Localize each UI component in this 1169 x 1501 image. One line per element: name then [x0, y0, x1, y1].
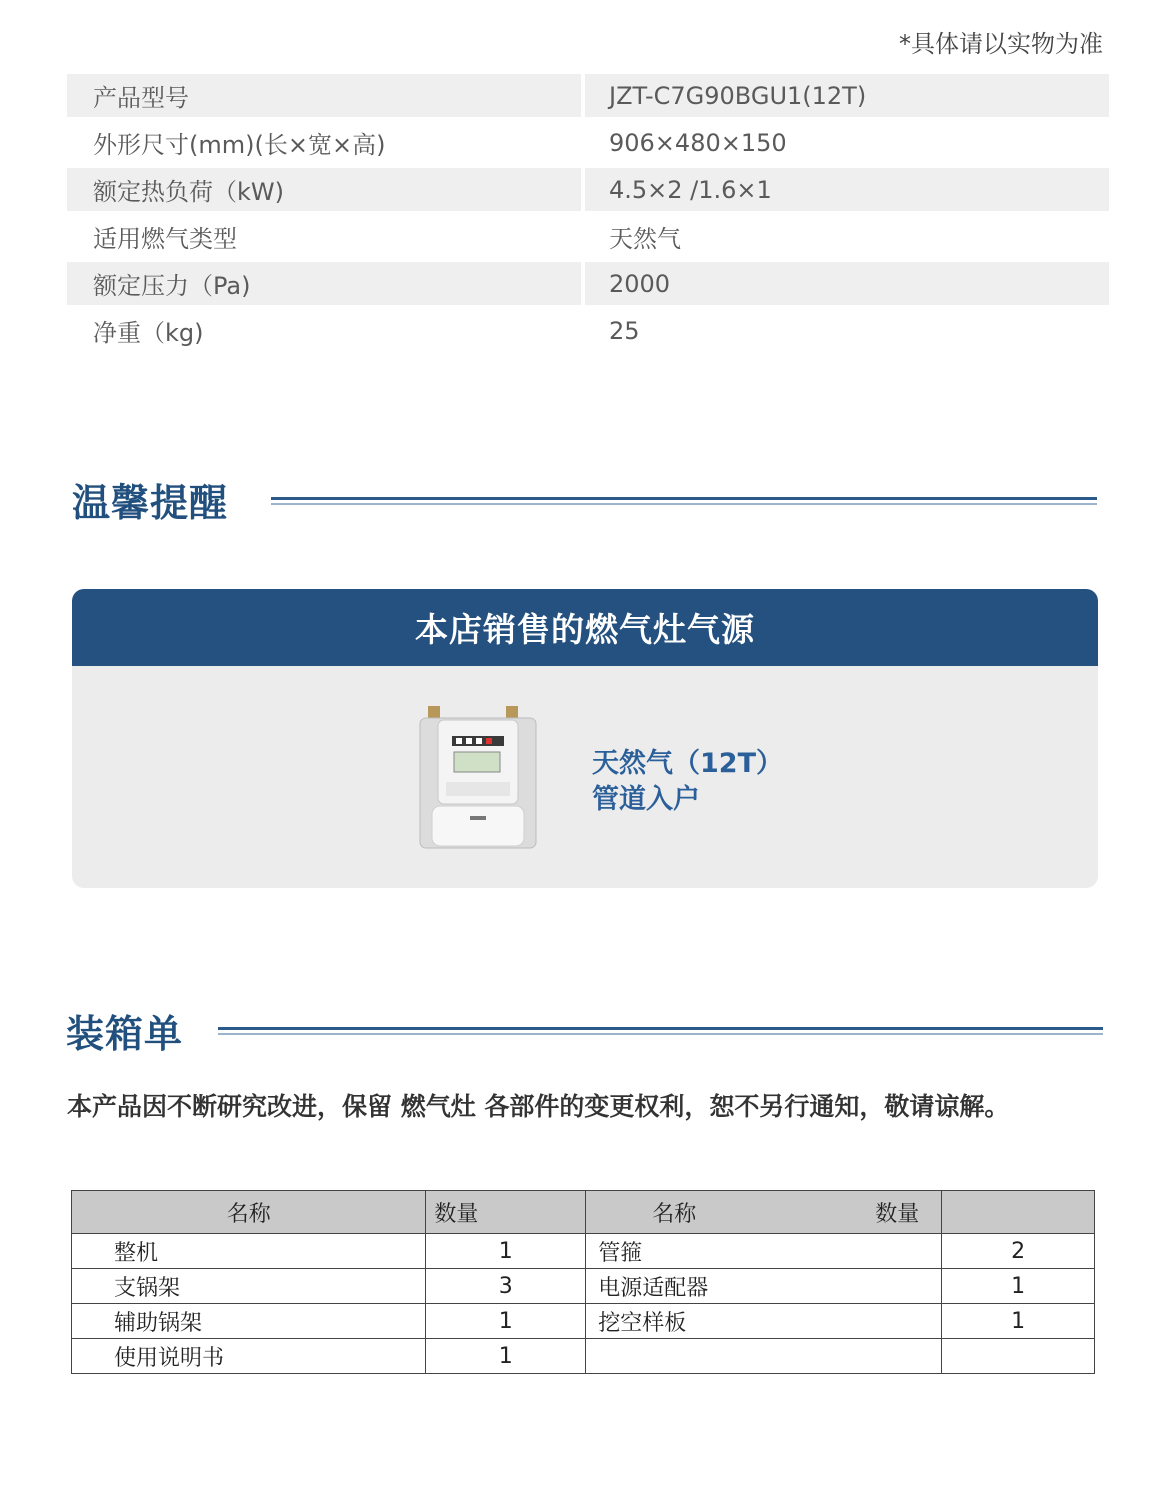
table-row	[72, 1304, 1095, 1339]
item-qty: 1	[942, 1269, 1095, 1304]
header-name-2: 名称	[652, 1201, 697, 1227]
table-row	[72, 1269, 1095, 1304]
spec-table	[67, 72, 1109, 354]
item-qty	[942, 1339, 1095, 1374]
header-empty	[942, 1191, 1095, 1234]
packing-divider	[218, 1027, 1103, 1030]
disclaimer-note: *具体请以实物为准	[899, 30, 1103, 58]
spec-label: 外形尺寸(mm)(长×宽×高)	[93, 131, 386, 159]
spec-label: 产品型号	[67, 74, 581, 117]
spec-row	[67, 260, 1109, 307]
item-name: 电源适配器	[586, 1269, 942, 1304]
item-qty: 2	[942, 1234, 1095, 1269]
gas-source-card	[72, 589, 1098, 888]
spec-value: 906×480×150	[609, 128, 787, 157]
item-qty: 3	[426, 1269, 586, 1304]
spec-row	[67, 72, 1109, 119]
table-row	[72, 1234, 1095, 1269]
spec-label: 额定热负荷（kW)	[67, 168, 581, 211]
item-name	[586, 1339, 942, 1374]
spec-row	[67, 213, 1109, 260]
item-name: 支锅架	[72, 1269, 426, 1304]
item-name: 使用说明书	[72, 1339, 426, 1374]
item-qty: 1	[426, 1234, 586, 1269]
item-name: 整机	[72, 1234, 426, 1269]
spec-label: 额定压力（Pa)	[67, 262, 581, 305]
header-name-1: 名称	[72, 1191, 426, 1234]
item-qty: 1	[426, 1304, 586, 1339]
header-qty-1: 数量	[426, 1191, 586, 1234]
spec-row	[67, 166, 1109, 213]
reminder-divider	[271, 497, 1097, 500]
spec-value: 天然气	[609, 225, 681, 253]
spec-value: 4.5×2 /1.6×1	[585, 168, 1109, 211]
spec-label: 净重（kg)	[93, 319, 204, 347]
spec-value: 2000	[585, 262, 1109, 305]
gas-type-line2: 管道入户	[592, 784, 700, 815]
spec-label: 适用燃气类型	[93, 225, 237, 253]
packing-table	[71, 1190, 1095, 1374]
spec-row	[67, 119, 1109, 166]
item-name: 管箍	[586, 1234, 942, 1269]
header-name-qty-2	[586, 1191, 942, 1234]
packing-statement: 本产品因不断研究改进，保留 燃气灶 各部件的变更权利，恕不另行通知，敬请谅解。	[67, 1092, 1010, 1121]
table-row	[72, 1339, 1095, 1374]
spec-value: 25	[609, 316, 640, 345]
item-qty: 1	[426, 1339, 586, 1374]
gas-meter-icon	[416, 706, 540, 853]
gas-source-card-title: 本店销售的燃气灶气源	[72, 589, 1098, 666]
header-qty-2: 数量	[875, 1201, 920, 1227]
table-header-row	[72, 1191, 1095, 1234]
spec-row	[67, 307, 1109, 354]
gas-type-text	[592, 746, 783, 818]
reminder-title: 温馨提醒	[72, 481, 229, 525]
item-name: 辅助锅架	[72, 1304, 426, 1339]
item-name: 挖空样板	[586, 1304, 942, 1339]
item-qty: 1	[942, 1304, 1095, 1339]
packing-title: 装箱单	[66, 1012, 184, 1056]
gas-type-line1: 天然气（12T）	[592, 748, 783, 779]
spec-value: JZT-C7G90BGU1(12T)	[585, 74, 1109, 117]
